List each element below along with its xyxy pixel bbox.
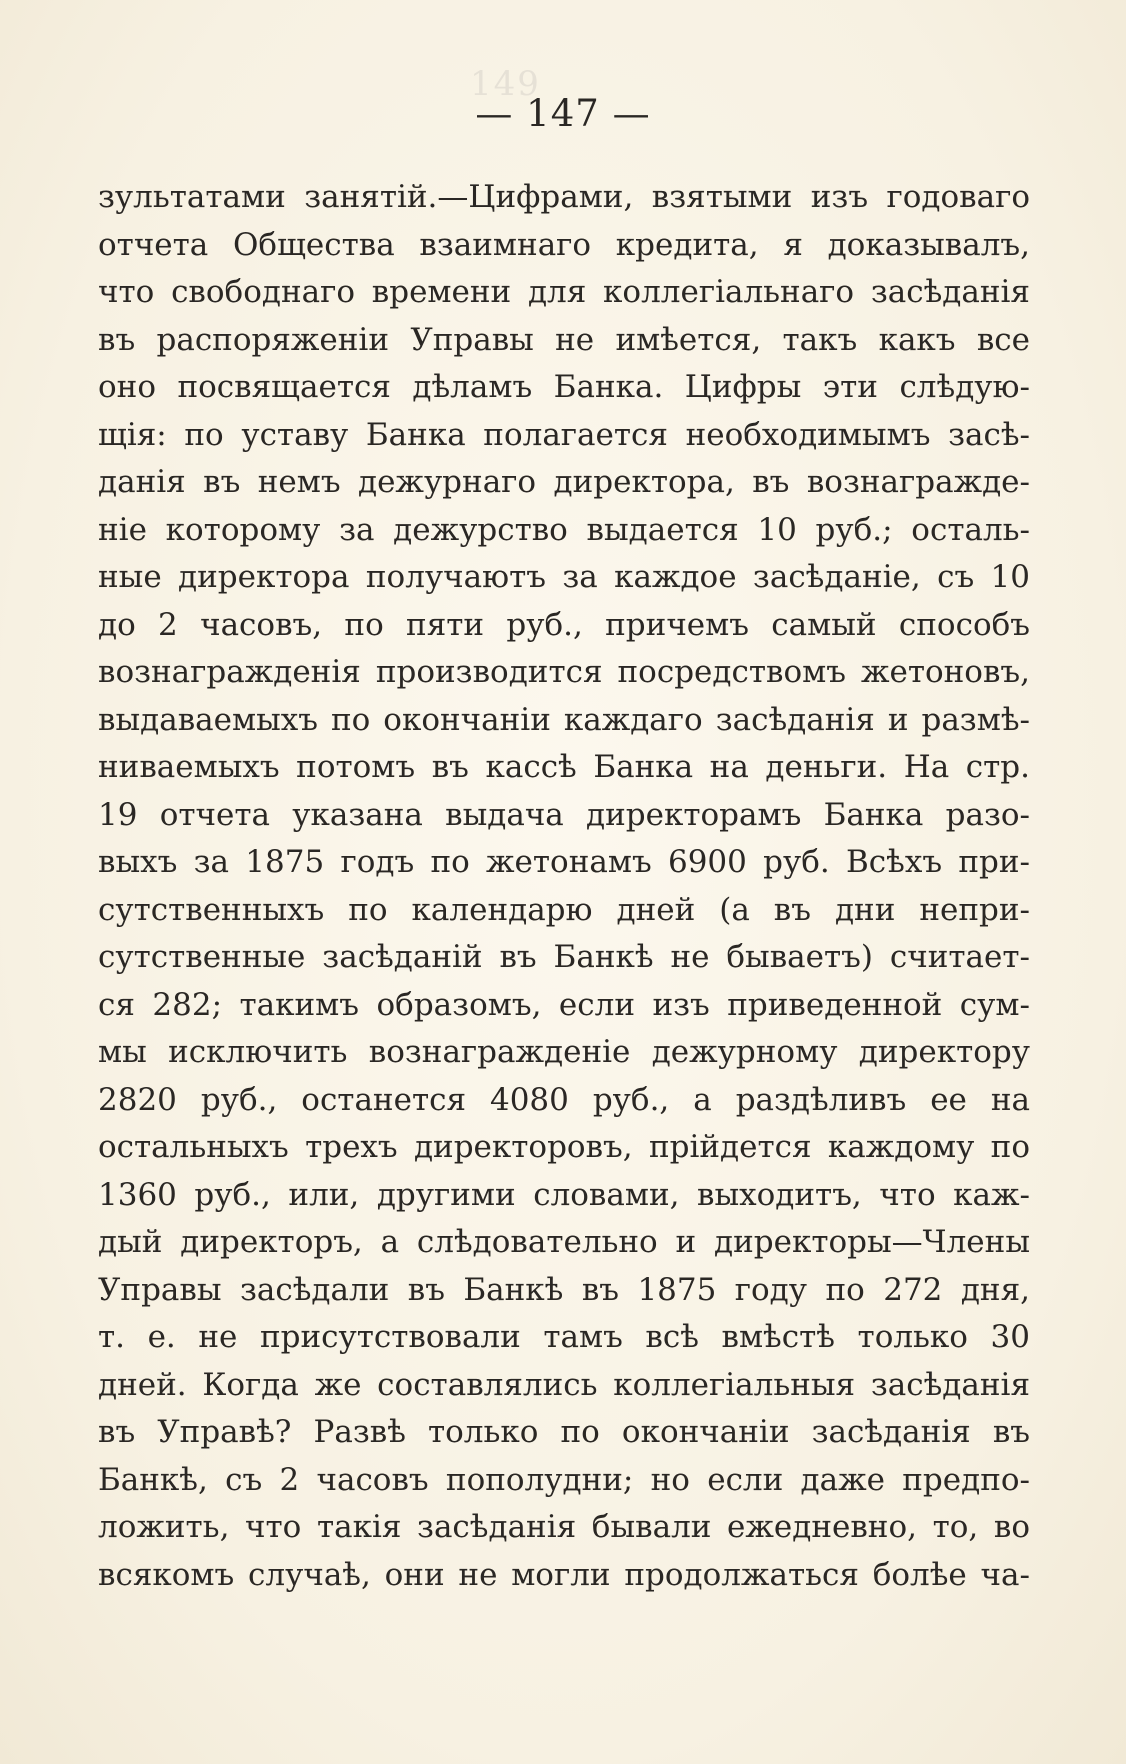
text-line: сутственныхъ по календарю дней (а въ дни непри- [98, 891, 1030, 928]
text-line: всякомъ случаѣ, они не могли продолжаться болѣе ча- [98, 1556, 1030, 1593]
text-line: оно посвящается дѣламъ Банка. Цифры эти слѣдую- [98, 369, 1030, 405]
text-line: зультатами занятій.—Цифрами, взятыми изъ годоваго [98, 179, 1030, 215]
text-line: Банкѣ, съ 2 часовъ пополудни; но если даже предпо- [98, 1461, 1030, 1498]
text-line: данія въ немъ дежурнаго директора, въ вознагражде- [98, 464, 1030, 500]
text-line: Управы засѣдали въ Банкѣ въ 1875 году по 272 дня, [98, 1271, 1030, 1308]
text-line: 19 отчета указана выдача директорамъ Банка разо- [98, 796, 1030, 833]
text-line: ниваемыхъ потомъ въ кассѣ Банка на деньги. На стр. [98, 749, 1030, 785]
text-line: ложить, что такія засѣданія бывали ежедневно, то, во [98, 1509, 1030, 1545]
text-line: въ Управѣ? Развѣ только по окончаніи засѣданія въ [98, 1414, 1030, 1450]
body-text [98, 174, 1030, 1599]
text-line: 2820 руб., останется 4080 руб., а раздѣливъ ее на [98, 1081, 1030, 1118]
text-line: щія: по уставу Банка полагается необходимымъ засѣ- [98, 416, 1030, 453]
text-line: выдаваемыхъ по окончаніи каждаго засѣданія и размѣ- [98, 701, 1030, 738]
text-line: дней. Когда же составлялись коллегіальныя засѣданія [98, 1366, 1030, 1403]
text-line: т. е. не присутствовали тамъ всѣ вмѣстѣ только 30 [98, 1319, 1030, 1355]
text-line: остальныхъ трехъ директоровъ, прійдется каждому по [98, 1129, 1030, 1165]
text-line: дый директоръ, а слѣдовательно и директоры—Члены [98, 1224, 1030, 1260]
text-line: ся 282; такимъ образомъ, если изъ приведенной сум- [98, 986, 1030, 1023]
text-line: ніе которому за дежурство выдается 10 руб.; осталь- [98, 511, 1030, 548]
text-line: до 2 часовъ, по пяти руб., причемъ самый способъ [98, 606, 1030, 643]
text-line: 1360 руб., или, другими словами, выходитъ, что каж- [98, 1176, 1030, 1213]
text-line: выхъ за 1875 годъ по жетонамъ 6900 руб. Всѣхъ при- [98, 844, 1030, 880]
text-line: сутственные засѣданій въ Банкѣ не бываетъ) считает- [98, 939, 1030, 975]
text-line: отчета Общества взаимнаго кредита, я доказывалъ, [98, 226, 1030, 263]
text-line: ные директора получаютъ за каждое засѣданіе, съ 10 [98, 559, 1030, 595]
text-line: что свободнаго времени для коллегіальнаго засѣданія [98, 274, 1030, 310]
page-number: — 147 — [475, 92, 651, 135]
bleed-through-page-number: 149 [470, 64, 541, 104]
text-line: вознагражденія производится посредствомъ жетоновъ, [98, 654, 1030, 690]
text-line: мы исключить вознагражденіе дежурному директору [98, 1034, 1030, 1070]
text-line: въ распоряженіи Управы не имѣется, такъ какъ все [98, 321, 1030, 358]
